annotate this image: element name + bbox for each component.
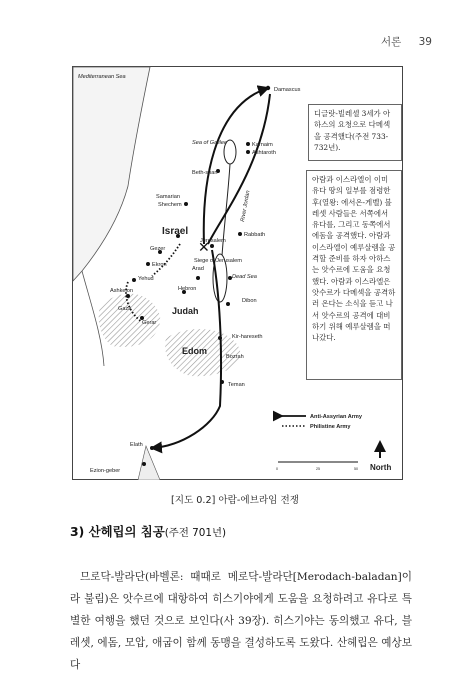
label-rabbath: Rabbath <box>244 232 266 238</box>
page-header <box>367 34 432 49</box>
label-karnaim: Karnaim <box>252 142 273 148</box>
label-gaza: Gaza <box>118 306 132 312</box>
legend-philistine: Philistine Army <box>310 424 351 430</box>
label-elath: Elath <box>130 442 143 448</box>
label-ekron: Ekron <box>152 262 167 268</box>
body-text <box>70 566 412 676</box>
label-dead-sea: Dead Sea <box>232 274 257 280</box>
label-ashkelon: Ashkelon <box>110 288 134 294</box>
label-shechem: Shechem <box>158 202 182 208</box>
label-ezion-geber: Ezion-geber <box>90 468 121 474</box>
label-ashtaroth: Ashtaroth <box>252 150 276 156</box>
figure-caption: [지도 0.2] 아람-에브라임 전쟁 <box>170 495 300 506</box>
label-sea: Mediterranean Sea <box>78 74 126 80</box>
label-beth-shan: Beth-shan <box>192 170 218 176</box>
section-heading <box>70 522 226 540</box>
label-judah: Judah <box>172 306 199 316</box>
label-north: North <box>370 463 392 472</box>
label-bozrah: Bozrah <box>226 354 244 360</box>
label-kir-hareseth: Kir-hareseth <box>232 334 263 340</box>
label-samarian: Samarian <box>156 194 180 200</box>
label-siege: Siege of Jerusalem <box>194 258 242 264</box>
label-yehud: Yehud <box>138 276 154 282</box>
section-date: (주전 701년) <box>164 527 227 539</box>
label-damascus: Damascus <box>274 87 301 93</box>
page-number: 39 <box>418 36 432 48</box>
scale-tick-0: 0 <box>276 467 278 471</box>
label-jerusalem: Jerusalem <box>200 238 226 244</box>
callout-main: 아람과 이스라엘이 이미 유다 땅의 일부를 점령한 후(열왕: 에서온-게벨) 블레셋 사람들은 서쪽에서 유다를, 그리고 동쪽에서 에돔을 공격했다. 아람과 이스라엘이 예루살렘을 공격할 준비를 하자 아하스는 앗수르에 도움을 요청했다. 아람과 이스라엘은 앗수르가 다메섹을 공격하러 온다는 소식을 듣고 나서 앗수르의 공격에 대비하기 위해 예루살렘을 떠나갔다. <box>306 170 402 380</box>
label-dibon: Dibon <box>242 298 257 304</box>
label-hebron: Hebron <box>178 286 197 292</box>
scale-tick-25: 25 <box>316 467 320 471</box>
label-sea-of-galilee: Sea of Galilee <box>192 140 228 146</box>
paragraph: 므로닥-발라단(바벨론: 때때로 메로닥-발라단[Merodach-baladan]이라 불림)은 앗수르에 대항하여 히스기야에게 도움을 요청하려고 유다로 특별한 여행을 했던 것으로 보인다(사 39장). 히스기야는 동의했고 유다, 블레셋, 에돔, 모압, 애굽이 함께 동맹을 결성하도록 도왔다. 산헤립은 예상보다 <box>70 571 412 671</box>
label-edom: Edom <box>182 346 208 356</box>
callout-damascus: 디글랏-빌레셀 3세가 아하스의 요청으로 다메섹을 공격했다(주전 733-732년). <box>308 104 402 161</box>
label-river-jordan: River Jordan <box>240 190 252 223</box>
label-gerar: Gerar <box>142 320 157 326</box>
section-title: 3) 산헤립의 침공 <box>70 524 165 539</box>
running-head: 서론 <box>380 36 402 48</box>
label-arad: Arad <box>192 266 204 272</box>
legend-anti-assyrian: Anti-Assyrian Army <box>310 414 363 420</box>
scale-tick-50: 50 <box>354 467 358 471</box>
label-israel: Israel <box>162 226 189 237</box>
siege-marker-icon: ✕ <box>198 240 210 256</box>
label-gezer: Gezer <box>150 246 166 252</box>
label-teman: Teman <box>228 382 245 388</box>
